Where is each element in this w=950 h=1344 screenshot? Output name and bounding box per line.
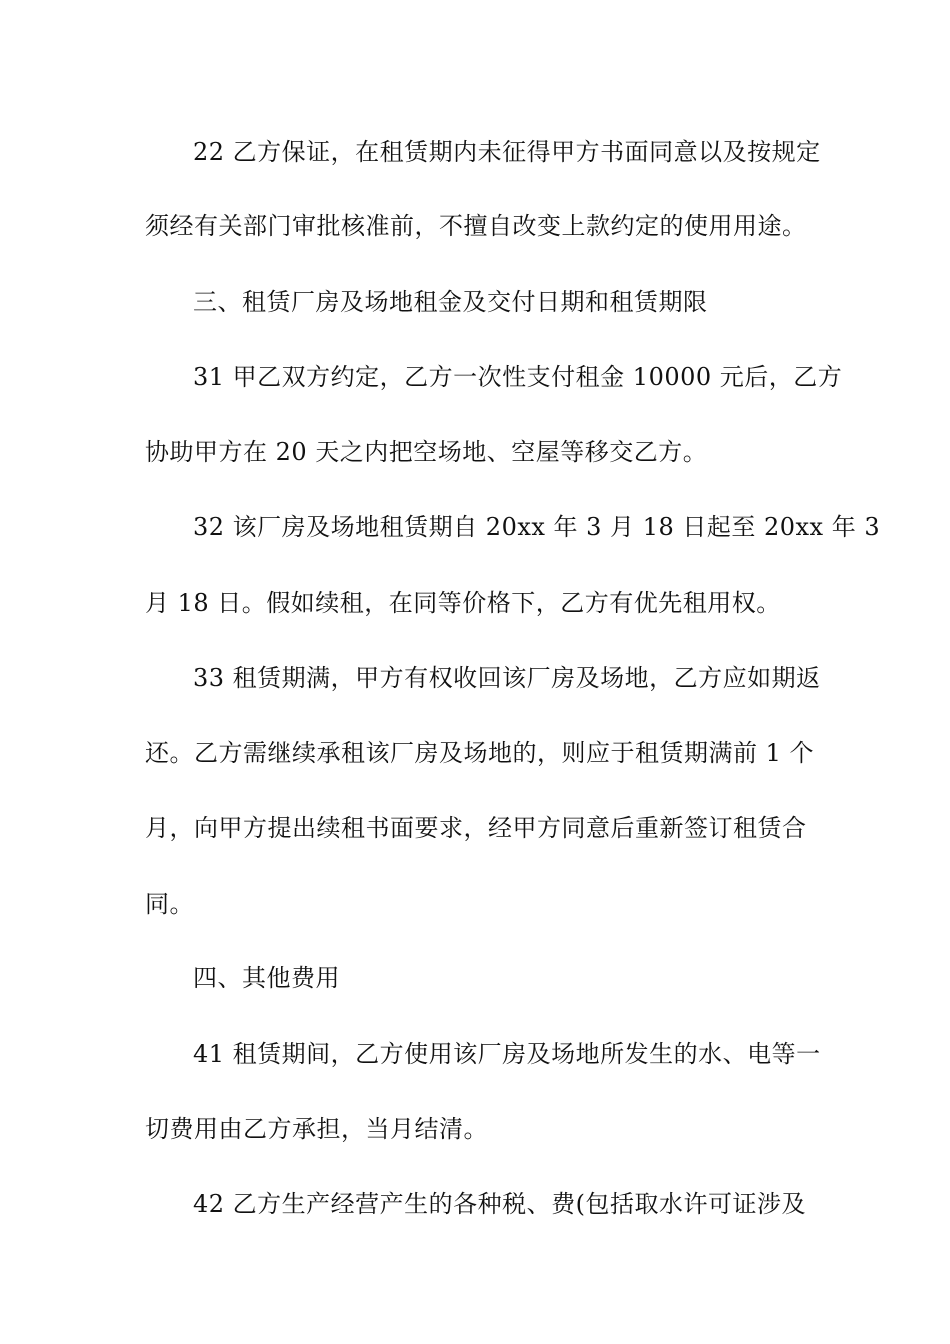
clause-4-1-line-1: 41 租赁期间，乙方使用该厂房及场地所发生的水、电等一 — [193, 1040, 821, 1068]
clause-3-1-line-1: 31 甲乙双方约定，乙方一次性支付租金 10000 元后，乙方 — [193, 363, 843, 391]
section-4-heading: 四、其他费用 — [193, 964, 340, 992]
clause-3-2-line-1: 32 该厂房及场地租赁期自 20xx 年 3 月 18 日起至 20xx 年 3 — [193, 513, 881, 541]
clause-3-3-line-4: 同。 — [145, 890, 194, 918]
clause-4-2-line-1: 42 乙方生产经营产生的各种税、费(包括取水许可证涉及 — [193, 1190, 807, 1218]
clause-3-3-line-1: 33 租赁期满，甲方有权收回该厂房及场地，乙方应如期返 — [193, 664, 821, 692]
clause-2-2-line-2: 须经有关部门审批核准前，不擅自改变上款约定的使用用途。 — [145, 212, 807, 240]
clause-2-2-line-1: 22 乙方保证，在租赁期内未征得甲方书面同意以及按规定 — [193, 138, 821, 166]
section-3-heading: 三、租赁厂房及场地租金及交付日期和租赁期限 — [193, 288, 708, 316]
clause-3-3-line-2: 还。乙方需继续承租该厂房及场地的，则应于租赁期满前 1 个 — [145, 739, 815, 767]
clause-3-3-line-3: 月，向甲方提出续租书面要求，经甲方同意后重新签订租赁合 — [145, 814, 807, 842]
clause-4-1-line-2: 切费用由乙方承担，当月结清。 — [145, 1115, 488, 1143]
clause-3-2-line-2: 月 18 日。假如续租，在同等价格下，乙方有优先租用权。 — [145, 589, 781, 617]
clause-3-1-line-2: 协助甲方在 20 天之内把空场地、空屋等移交乙方。 — [145, 438, 708, 466]
